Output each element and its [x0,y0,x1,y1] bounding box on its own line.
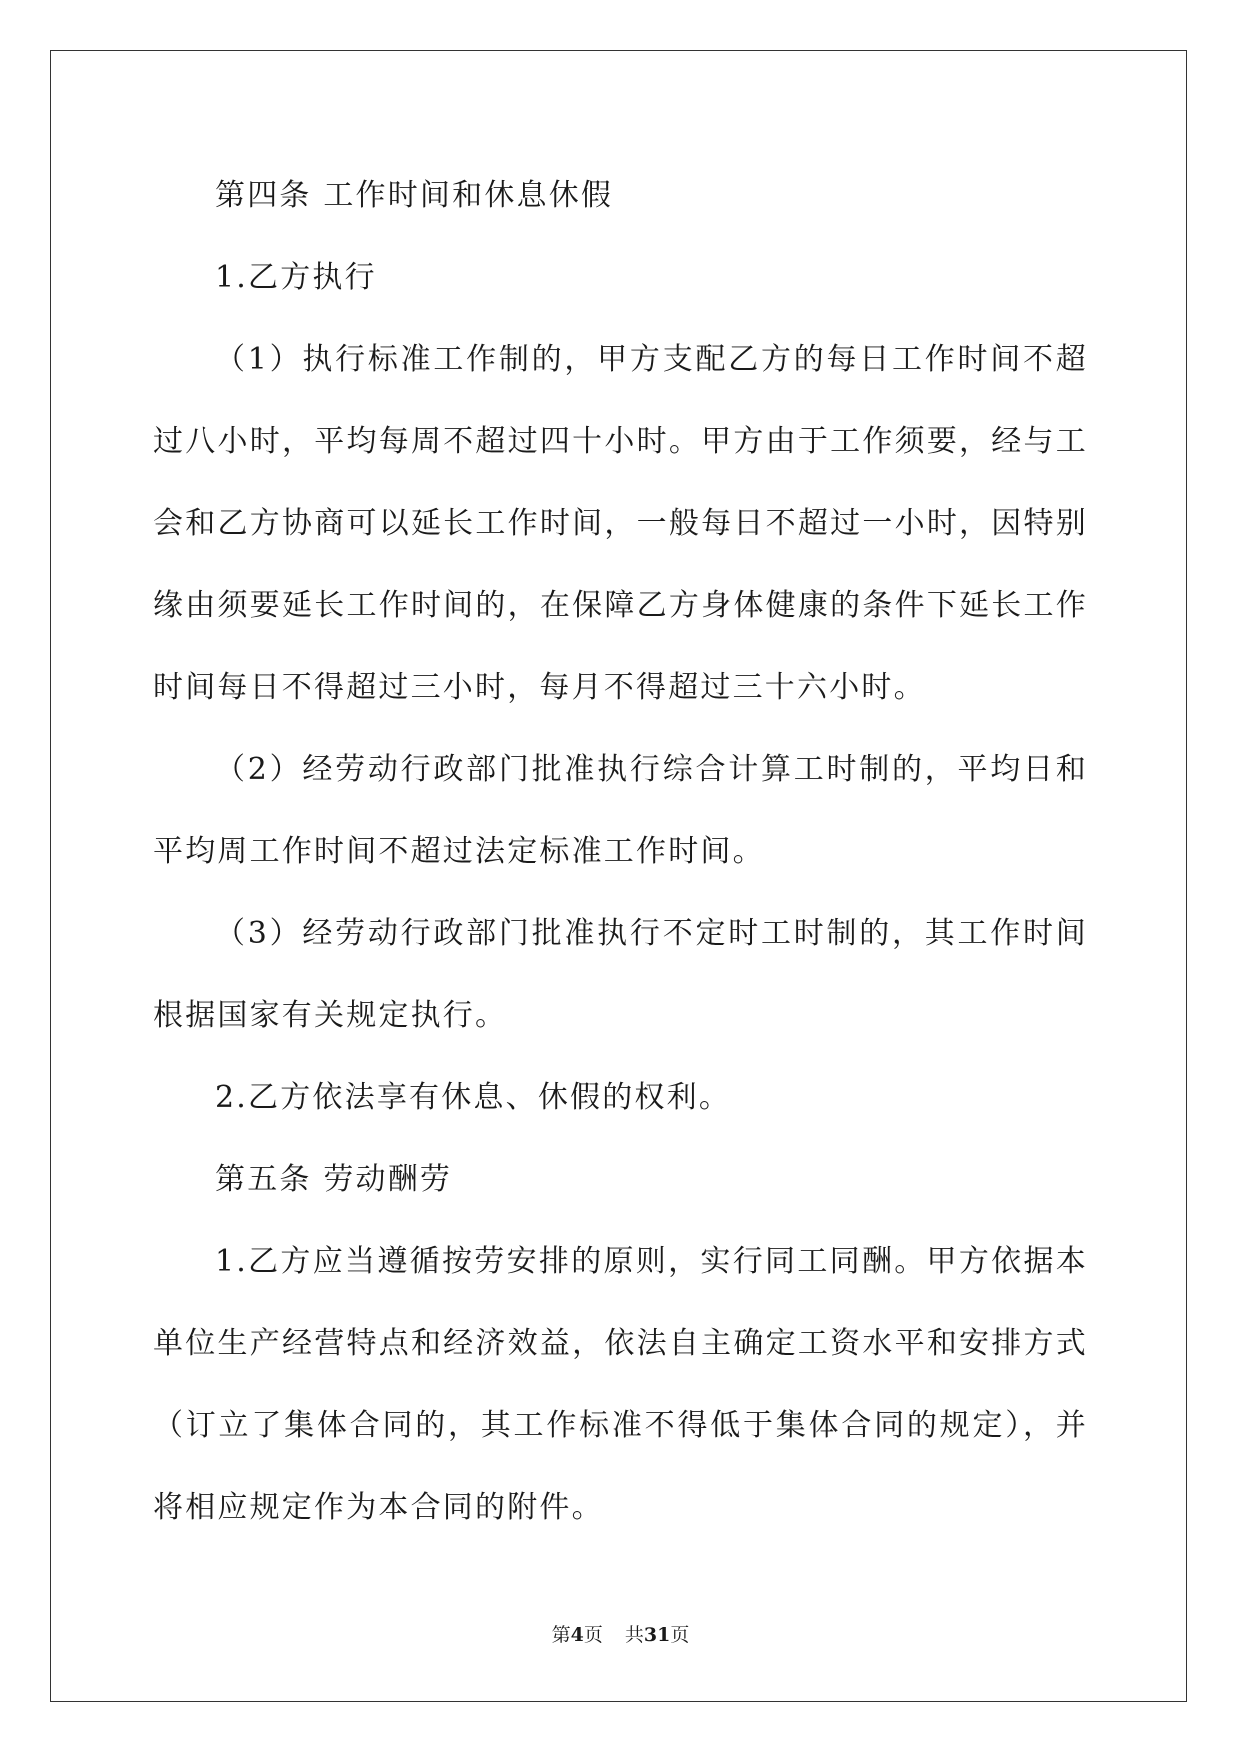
page-footer [0,1620,1241,1647]
total-suffix: 页 [670,1624,690,1646]
clause-1-item-1: （1）执行标准工作制的，甲方支配乙方的每日工作时间不超过八小时，平均每周不超过四十小时。甲方由于工作须要，经与工会和乙方协商可以延长工作时间，一般每日不超过一小时，因特别缘由须要延长工作时间的，在保障乙方身体健康的条件下延长工作时间每日不得超过三小时，每月不得超过三十六小时。 [153,342,1088,705]
clause-2: 2.乙方依法享有休息、休假的权利。 [215,1080,732,1115]
clause-1-item-3: （3）经劳动行政部门批准执行不定时工时制的，其工作时间根据国家有关规定执行。 [153,916,1088,1033]
total-prefix: 共 [624,1624,644,1646]
page-prefix: 第 [551,1624,571,1646]
clause-1-heading: 1.乙方执行 [215,260,377,295]
page-number: 4 [570,1624,584,1646]
article-4-heading: 第四条 工作时间和休息休假 [215,178,614,213]
clause-1-item-2: （2）经劳动行政部门批准执行综合计算工时制的，平均日和平均周工作时间不超过法定标准工作时间。 [153,752,1088,869]
document-body [153,155,1088,1549]
article-5-heading: 第五条 劳动酬劳 [215,1162,453,1197]
page-suffix: 页 [583,1624,603,1646]
total-pages: 31 [643,1624,671,1646]
article-5-clause-1: 1.乙方应当遵循按劳安排的原则，实行同工同酬。甲方依据本单位生产经营特点和经济效益，依法自主确定工资水平和安排方式（订立了集体合同的，其工作标准不得低于集体合同的规定），并将相应规定作为本合同的附件。 [153,1244,1088,1525]
